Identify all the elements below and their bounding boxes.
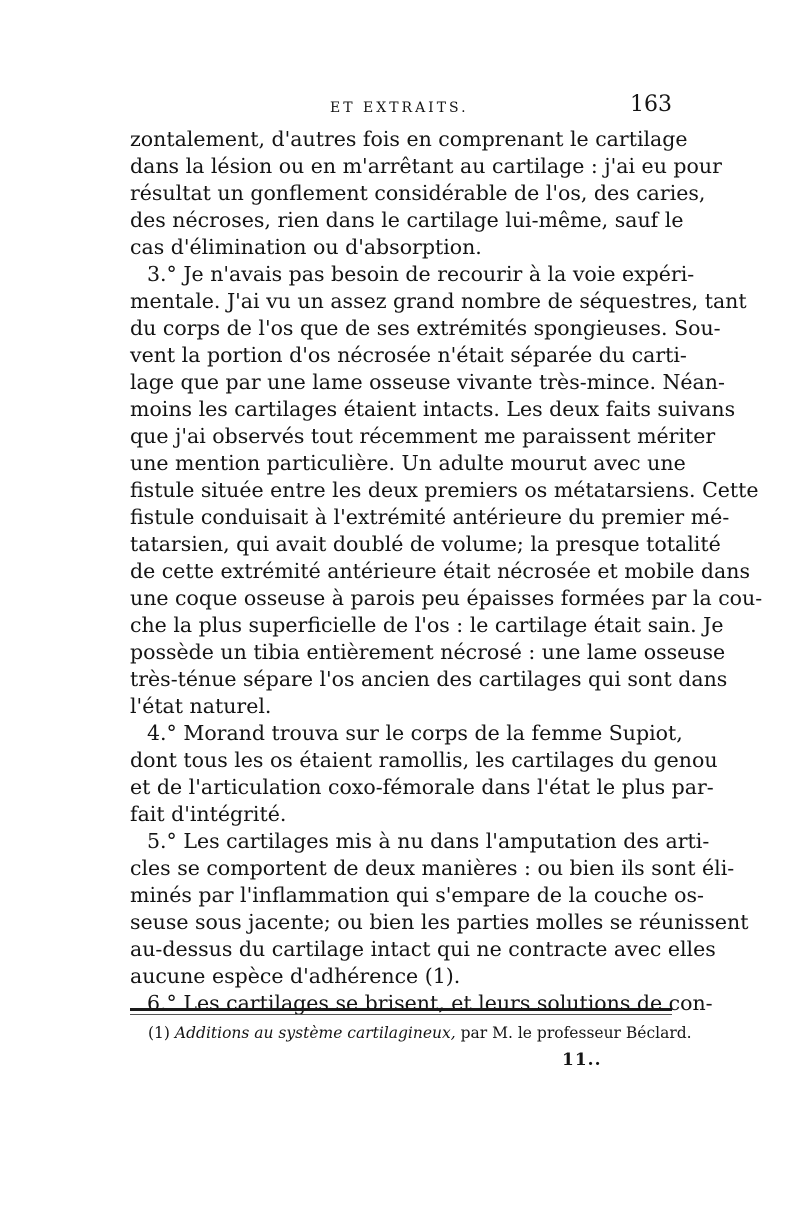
text-line: l'état naturel. [130,694,272,718]
running-head [130,92,672,122]
signature-mark: 11.. [562,1050,602,1070]
text-line: des nécroses, rien dans le cartilage lui-même, sauf le [130,208,684,232]
text-line: résultat un gonflement considérable de l'os, des caries, [130,181,706,205]
body-text [130,126,763,1017]
text-line: cas d'élimination ou d'absorption. [130,235,482,259]
text-line: de cette extrémité antérieure était nécrosée et mobile dans [130,559,750,583]
text-line: aucune espèce d'adhérence (1). [130,964,461,988]
text-line: zontalement, d'autres fois en comprenant le cartilage [130,127,688,151]
text-line: fistule située entre les deux premiers os métatarsiens. Cette [130,478,759,502]
text-line: cles se comportent de deux manières : ou bien ils sont éli- [130,856,735,880]
footnote-rule-thin [130,1014,672,1015]
text-line: dans la lésion ou en m'arrêtant au cartilage : j'ai eu pour [130,154,722,178]
text-line: 6.° Les cartilages se brisent, et leurs solutions de con- [147,991,713,1015]
text-line: 4.° Morand trouva sur le corps de la femme Supiot, [147,721,683,745]
text-line: 3.° Je n'avais pas besoin de recourir à la voie expéri- [147,262,695,286]
text-line: très-ténue sépare l'os ancien des cartilages qui sont dans [130,667,728,691]
text-line: 5.° Les cartilages mis à nu dans l'amputation des arti- [147,829,710,853]
text-line: fait d'intégrité. [130,802,287,826]
footnote-text: par M. le professeur Béclard. [455,1024,692,1042]
text-line: seuse sous jacente; ou bien les parties molles se réunissent [130,910,749,934]
text-line: tatarsien, qui avait doublé de volume; la presque totalité [130,532,721,556]
text-line: mentale. J'ai vu un assez grand nombre de séquestres, tant [130,289,747,313]
text-line: che la plus superficielle de l'os : le cartilage était sain. Je [130,613,724,637]
text-line: vent la portion d'os nécrosée n'était séparée du carti- [130,343,687,367]
text-line: lage que par une lame osseuse vivante très-mince. Néan- [130,370,725,394]
text-line: que j'ai observés tout récemment me paraissent mériter [130,424,716,448]
text-line: moins les cartilages étaient intacts. Les deux faits suivans [130,397,736,421]
text-line: une mention particulière. Un adulte mourut avec une [130,451,686,475]
text-line: dont tous les os étaient ramollis, les cartilages du genou [130,748,718,772]
text-line: une coque osseuse à parois peu épaisses formées par la cou- [130,586,763,610]
text-line: et de l'articulation coxo-fémorale dans l'état le plus par- [130,775,714,799]
text-line: au-dessus du cartilage intact qui ne contracte avec elles [130,937,716,961]
footnote [148,1024,692,1042]
text-line: fistule conduisait à l'extrémité antérieure du premier mé- [130,505,730,529]
footnote-rule [130,1008,672,1011]
footnote-title: Additions au système cartilagineux, [174,1024,456,1042]
footnote-marker: (1) [148,1024,170,1042]
text-line: du corps de l'os que de ses extrémités spongieuses. Sou- [130,316,721,340]
page-number: 163 [630,92,672,117]
text-line: possède un tibia entièrement nécrosé : une lame osseuse [130,640,726,664]
text-line: minés par l'inflammation qui s'empare de la couche os- [130,883,704,907]
running-title: ET EXTRAITS. [330,100,469,116]
